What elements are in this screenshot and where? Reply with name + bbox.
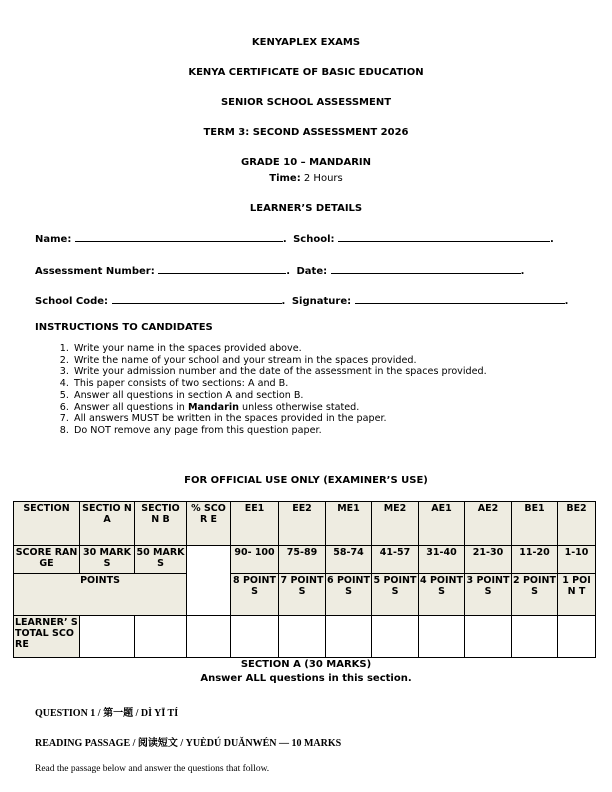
range-cell: 31-40 bbox=[419, 546, 465, 574]
percent-score-cell[interactable] bbox=[187, 546, 231, 616]
school-field[interactable] bbox=[338, 232, 550, 242]
school-label: School: bbox=[293, 234, 335, 245]
learner-total-label: LEARNER’ S TOTAL SCORE bbox=[14, 616, 80, 658]
code-signature-row bbox=[35, 294, 568, 307]
assessment-number-field[interactable] bbox=[158, 264, 286, 274]
assessment-number-label: Assessment Number: bbox=[35, 266, 155, 277]
instruction-emphasis: Mandarin bbox=[187, 401, 239, 413]
signature-field[interactable] bbox=[355, 294, 565, 304]
header-cell: SECTIO N B bbox=[135, 502, 187, 546]
certificate-title: KENYA CERTIFICATE OF BASIC EDUCATION bbox=[188, 67, 424, 78]
instructions-title: INSTRUCTIONS TO CANDIDATES bbox=[35, 322, 213, 333]
question-1-label: QUESTION 1 / 第一题 / DÌ YĪ TÍ bbox=[35, 708, 179, 719]
learner-total-row bbox=[14, 616, 596, 658]
separator: . bbox=[281, 296, 286, 307]
section-a-score-cell[interactable] bbox=[80, 616, 135, 658]
instruction-item: 1. Write your name in the spaces provided above. bbox=[72, 343, 487, 355]
points-label: POINTS bbox=[14, 574, 187, 616]
points-cell: 2 POINT S bbox=[512, 574, 558, 616]
points-row bbox=[14, 574, 596, 616]
points-cell: 6 POINT S bbox=[326, 574, 372, 616]
header-cell: BE2 bbox=[558, 502, 596, 546]
score-range-row bbox=[14, 546, 596, 574]
grade-cell[interactable] bbox=[326, 616, 372, 658]
instruction-item: 4. This paper consists of two sections: A and B. bbox=[72, 378, 487, 390]
term-title: TERM 3: SECOND ASSESSMENT 2026 bbox=[203, 127, 409, 138]
assessment-level: SENIOR SCHOOL ASSESSMENT bbox=[220, 97, 392, 108]
percent-score-entry[interactable] bbox=[187, 616, 231, 658]
assessment-date-row bbox=[35, 264, 524, 277]
separator: . bbox=[286, 266, 290, 277]
range-cell: 90- 100 bbox=[231, 546, 279, 574]
points-cell: 4 POINT S bbox=[419, 574, 465, 616]
range-cell: 11-20 bbox=[512, 546, 558, 574]
instruction-text: Answer all questions in bbox=[74, 401, 188, 413]
header-cell: EE1 bbox=[231, 502, 279, 546]
time-line bbox=[0, 173, 612, 184]
score-range-label: SCORE RANGE bbox=[14, 546, 80, 574]
grade-cell[interactable] bbox=[231, 616, 279, 658]
school-code-field[interactable] bbox=[112, 294, 282, 304]
range-cell: 41-57 bbox=[372, 546, 419, 574]
time-value: 2 Hours bbox=[303, 173, 343, 184]
line-end: . bbox=[520, 266, 525, 277]
header-cell: ME1 bbox=[326, 502, 372, 546]
line-end: . bbox=[550, 234, 554, 245]
header-cell: ME2 bbox=[372, 502, 419, 546]
points-cell: 7 POINT S bbox=[279, 574, 326, 616]
header-cell: EE2 bbox=[279, 502, 326, 546]
line-end: . bbox=[564, 296, 569, 307]
school-code-label: School Code: bbox=[35, 296, 109, 307]
signature-label: Signature: bbox=[291, 296, 352, 307]
date-label: Date: bbox=[296, 266, 328, 277]
exam-body-title: KENYAPLEX EXAMS bbox=[251, 37, 361, 48]
section-b-score-cell[interactable] bbox=[135, 616, 187, 658]
instruction-item: 5. Answer all questions in section A and section B. bbox=[72, 390, 487, 402]
grade-cell[interactable] bbox=[372, 616, 419, 658]
instruction-item: 8. Do NOT remove any page from this question paper. bbox=[72, 425, 487, 437]
header-cell: AE2 bbox=[465, 502, 512, 546]
header-cell: SECTION bbox=[14, 502, 80, 546]
date-field[interactable] bbox=[331, 264, 521, 274]
instruction-item: 7. All answers MUST be written in the spaces provided in the paper. bbox=[72, 413, 487, 425]
points-cell: 8 POINT S bbox=[231, 574, 279, 616]
reading-passage-title: READING PASSAGE / 阅读短文 / YUÈDÚ DUǍNWÉN — 10 MARKS bbox=[35, 738, 342, 749]
grade-cell[interactable] bbox=[558, 616, 596, 658]
name-label: Name: bbox=[35, 234, 72, 245]
header-cell: AE1 bbox=[419, 502, 465, 546]
points-cell: 3 POINT S bbox=[465, 574, 512, 616]
section-b-marks: 50 MARKS bbox=[135, 546, 187, 574]
time-label: Time: bbox=[269, 173, 301, 184]
range-cell: 21-30 bbox=[465, 546, 512, 574]
range-cell: 1-10 bbox=[558, 546, 596, 574]
learner-details-title: LEARNER’S DETAILS bbox=[249, 203, 363, 214]
section-a-marks: 30 MARKS bbox=[80, 546, 135, 574]
section-a-title: SECTION A (30 MARKS) bbox=[240, 659, 372, 670]
grade-cell[interactable] bbox=[419, 616, 465, 658]
header-cell: SECTIO N A bbox=[80, 502, 135, 546]
name-field[interactable] bbox=[75, 232, 283, 242]
header-cell: BE1 bbox=[512, 502, 558, 546]
table-header-row bbox=[14, 502, 596, 546]
subject-title: GRADE 10 – MANDARIN bbox=[240, 157, 372, 168]
points-cell: 1 POIN T bbox=[558, 574, 596, 616]
official-use-title: FOR OFFICIAL USE ONLY (EXAMINER’S USE) bbox=[184, 475, 428, 486]
section-a-instruction: Answer ALL questions in this section. bbox=[200, 673, 412, 684]
passage-instruction: Read the passage below and answer the questions that follow. bbox=[35, 764, 270, 774]
range-cell: 75-89 bbox=[279, 546, 326, 574]
official-score-table bbox=[13, 501, 596, 658]
instruction-item: 2. Write the name of your school and your stream in the spaces provided. bbox=[72, 355, 487, 367]
separator: . bbox=[282, 234, 287, 245]
header-cell: % SCOR E bbox=[187, 502, 231, 546]
grade-cell[interactable] bbox=[465, 616, 512, 658]
grade-cell[interactable] bbox=[279, 616, 326, 658]
points-cell: 5 POINT S bbox=[372, 574, 419, 616]
instruction-item: 3. Write your admission number and the date of the assessment in the spaces provided. bbox=[72, 366, 487, 378]
name-school-row bbox=[35, 232, 554, 245]
grade-cell[interactable] bbox=[512, 616, 558, 658]
range-cell: 58-74 bbox=[326, 546, 372, 574]
instruction-item bbox=[72, 402, 487, 414]
instructions-list bbox=[35, 343, 487, 437]
instruction-text: unless otherwise stated. bbox=[238, 401, 360, 413]
